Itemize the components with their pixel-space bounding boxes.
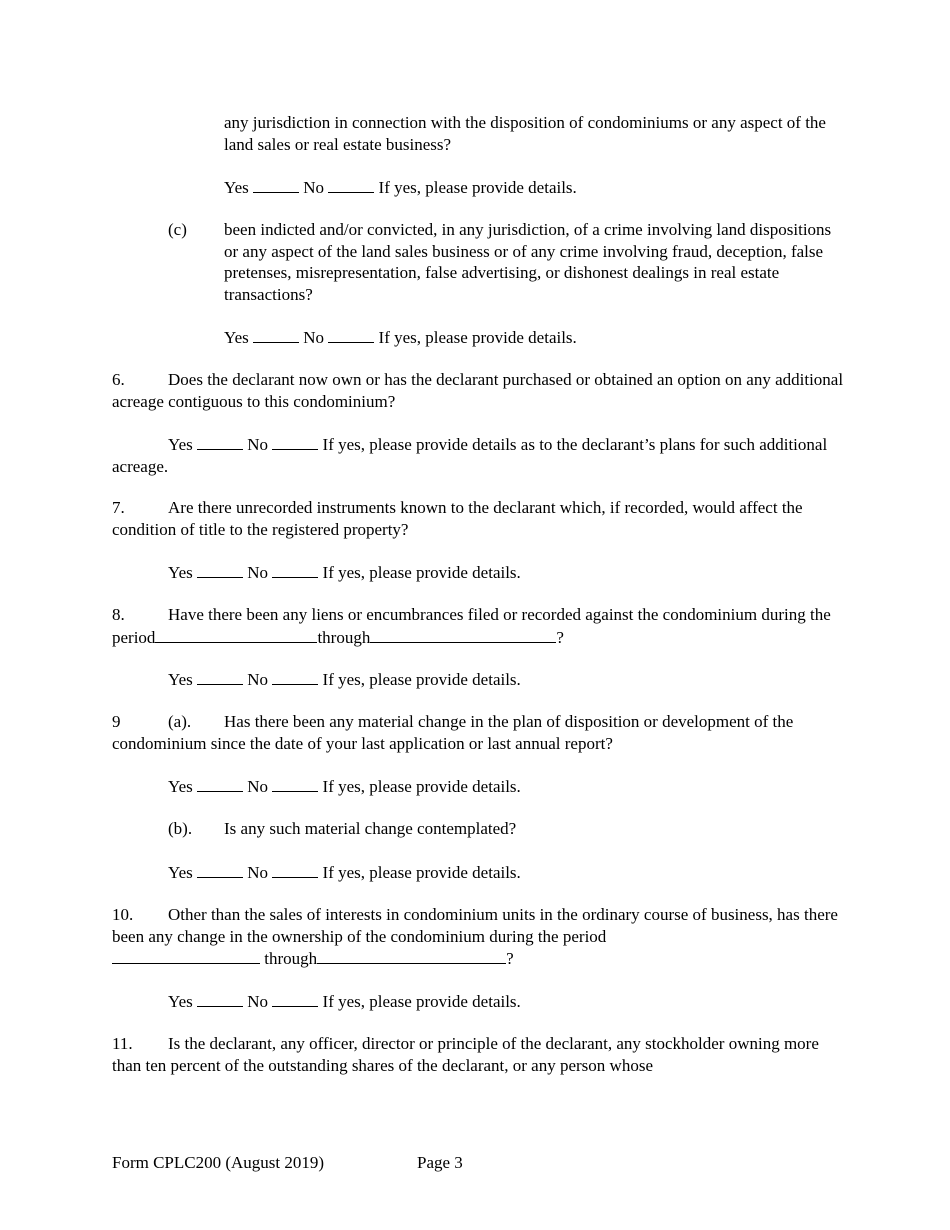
question-text: Have there been any liens or encumbrances filed or recorded against the condominium during the period xyxy=(112,605,831,647)
no-label: No xyxy=(247,670,269,689)
question-8 xyxy=(112,604,832,648)
question-6 xyxy=(112,369,852,412)
no-label: No xyxy=(247,563,269,582)
yes-no-row xyxy=(168,668,521,691)
through-label: through xyxy=(317,627,371,647)
no-label: No xyxy=(303,328,325,347)
footer-form-id: Form CPLC200 (August 2019) xyxy=(112,1153,325,1172)
question-number: 8. xyxy=(112,605,125,624)
yes-no-row xyxy=(168,861,521,884)
yes-label: Yes xyxy=(168,777,193,796)
item-c-label: (c) xyxy=(168,220,187,239)
no-blank[interactable] xyxy=(272,561,318,578)
period-end-blank[interactable] xyxy=(370,626,556,643)
details-prompt: If yes, please provide details. xyxy=(322,563,521,582)
details-prompt: If yes, please provide details. xyxy=(322,992,521,1011)
yes-label: Yes xyxy=(168,563,193,582)
details-prompt: If yes, please provide details. xyxy=(378,328,577,347)
yes-label: Yes xyxy=(224,328,249,347)
question-text: Has there been any material change in the plan of disposition or development of the condominium since the date of your last application or last annual report? xyxy=(112,712,794,753)
no-blank[interactable] xyxy=(272,775,318,792)
yes-no-row xyxy=(168,775,521,798)
question-number: 9 xyxy=(112,712,121,731)
question-number: 7. xyxy=(112,498,125,517)
question-11 xyxy=(112,1033,832,1076)
yes-no-row xyxy=(168,561,521,584)
no-label: No xyxy=(247,992,269,1011)
yes-blank[interactable] xyxy=(197,433,243,450)
question-number: 6. xyxy=(112,370,125,389)
yes-label: Yes xyxy=(224,178,249,197)
sub-label-b: (b). xyxy=(168,819,193,838)
question-number: 10. xyxy=(112,905,134,924)
question-10 xyxy=(112,904,852,970)
yes-blank[interactable] xyxy=(253,176,299,193)
continuation-paragraph: any jurisdiction in connection with the disposition of condominiums or any aspect of the land sales or real estate business? xyxy=(224,113,826,154)
period-end-blank[interactable] xyxy=(317,947,506,964)
details-prompt: If yes, please provide details. xyxy=(322,777,521,796)
item-c-text: been indicted and/or convicted, in any jurisdiction, of a crime involving land dispositions or any aspect of the land sales business or of any crime involving fraud, deception, false pretenses, misrepresentation, false advertising, or dishonest dealings in real estate transactions? xyxy=(224,220,832,304)
no-blank[interactable] xyxy=(272,433,318,450)
period-start-blank[interactable] xyxy=(155,626,317,643)
yes-blank[interactable] xyxy=(197,861,243,878)
question-text: Are there unrecorded instruments known to the declarant which, if recorded, would affect the condition of title to the registered property? xyxy=(112,498,803,539)
no-label: No xyxy=(247,435,269,454)
yes-no-row xyxy=(224,326,577,349)
no-blank[interactable] xyxy=(328,176,374,193)
question-text: Is the declarant, any officer, director or principle of the declarant, any stockholder owning more than ten percent of the outstanding shares of the declarant, or any person whose xyxy=(112,1034,819,1075)
yes-blank[interactable] xyxy=(197,561,243,578)
yes-blank[interactable] xyxy=(253,326,299,343)
yes-label: Yes xyxy=(168,435,193,454)
yes-no-row xyxy=(168,990,521,1013)
question-9a xyxy=(112,711,832,754)
footer-page-number: Page 3 xyxy=(417,1153,463,1172)
yes-label: Yes xyxy=(168,992,193,1011)
question-end: ? xyxy=(556,627,564,647)
period-start-blank[interactable] xyxy=(112,947,260,964)
no-label: No xyxy=(247,863,269,882)
q6-details-prompt: If yes, please provide details as to the declarant’s plans for such additional acreage. xyxy=(112,435,828,476)
no-label: No xyxy=(247,777,269,796)
yes-blank[interactable] xyxy=(197,668,243,685)
details-prompt: If yes, please provide details. xyxy=(322,863,521,882)
no-blank[interactable] xyxy=(272,861,318,878)
question-text: Does the declarant now own or has the declarant purchased or obtained an option on any additional acreage contiguous to this condominium? xyxy=(112,370,844,411)
no-label: No xyxy=(303,178,325,197)
question-number: 11. xyxy=(112,1034,133,1053)
q6-answer-row xyxy=(112,433,832,477)
question-7 xyxy=(112,497,852,540)
yes-label: Yes xyxy=(168,670,193,689)
question-text: Other than the sales of interests in condominium units in the ordinary course of business, has there been any change in the ownership of the condominium during the period xyxy=(112,905,838,946)
no-blank[interactable] xyxy=(328,326,374,343)
question-end: ? xyxy=(506,949,514,969)
question-9b xyxy=(168,818,516,840)
yes-blank[interactable] xyxy=(197,990,243,1007)
details-prompt: If yes, please provide details. xyxy=(322,670,521,689)
question-text: Is any such material change contemplated? xyxy=(224,819,517,838)
yes-blank[interactable] xyxy=(197,775,243,792)
no-blank[interactable] xyxy=(272,668,318,685)
through-label: through xyxy=(264,949,318,969)
sub-label-a: (a). xyxy=(168,712,192,731)
no-blank[interactable] xyxy=(272,990,318,1007)
yes-label: Yes xyxy=(168,863,193,882)
details-prompt: If yes, please provide details. xyxy=(378,178,577,197)
yes-no-row xyxy=(224,176,577,199)
